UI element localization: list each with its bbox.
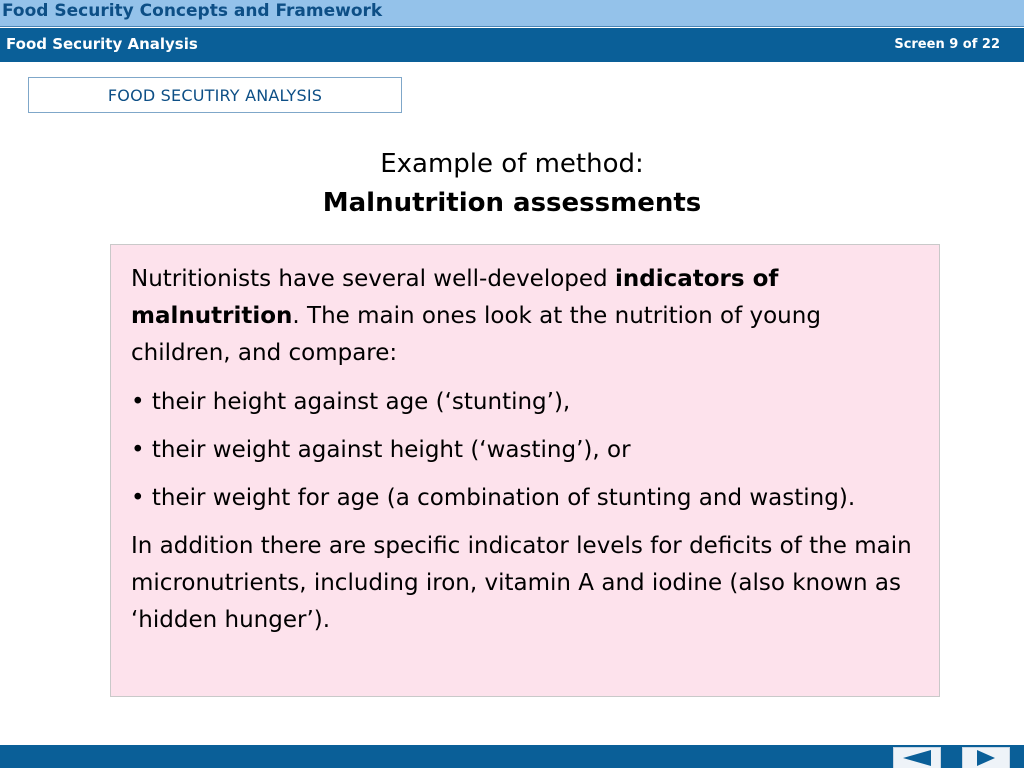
slide-heading xyxy=(0,146,1024,224)
intro-paragraph xyxy=(131,261,921,372)
intro-text-end: . The main ones look at the nutrition of young children, and compare: xyxy=(131,303,821,366)
screen-counter: Screen 9 of 22 xyxy=(894,37,1000,52)
bullet-item: • their weight against height (‘wasting’), or xyxy=(131,437,631,463)
content-box xyxy=(110,244,940,697)
topic-label-box xyxy=(28,77,402,113)
intro-text-start: Nutritionists have several well-developed xyxy=(131,266,615,292)
closing-paragraph: In addition there are specific indicator levels for deficits of the main micronutrients, including iron, vitamin A and iodine (also known as ‘hidden hunger’). xyxy=(131,533,912,633)
previous-screen-button[interactable] xyxy=(893,747,941,768)
footer-bar xyxy=(0,745,1024,768)
heading-line-1: Example of method: xyxy=(380,149,644,179)
topic-label: FOOD SECUTIRY ANALYSIS xyxy=(107,85,323,105)
course-title-bar xyxy=(0,0,1024,27)
triangle-left-icon xyxy=(902,750,932,766)
next-screen-button[interactable] xyxy=(962,747,1010,768)
bullet-item: • their weight for age (a combination of stunting and wasting). xyxy=(131,485,856,511)
course-title: Food Security Concepts and Framework xyxy=(2,1,383,21)
bullet-item: • their height against age (‘stunting’), xyxy=(131,389,571,415)
heading-line-2: Malnutrition assessments xyxy=(322,188,702,218)
triangle-right-icon xyxy=(976,750,996,766)
intro-bold-term: indicators of malnutrition xyxy=(131,266,779,329)
section-title-bar xyxy=(0,28,1024,62)
section-title: Food Security Analysis xyxy=(6,35,198,53)
